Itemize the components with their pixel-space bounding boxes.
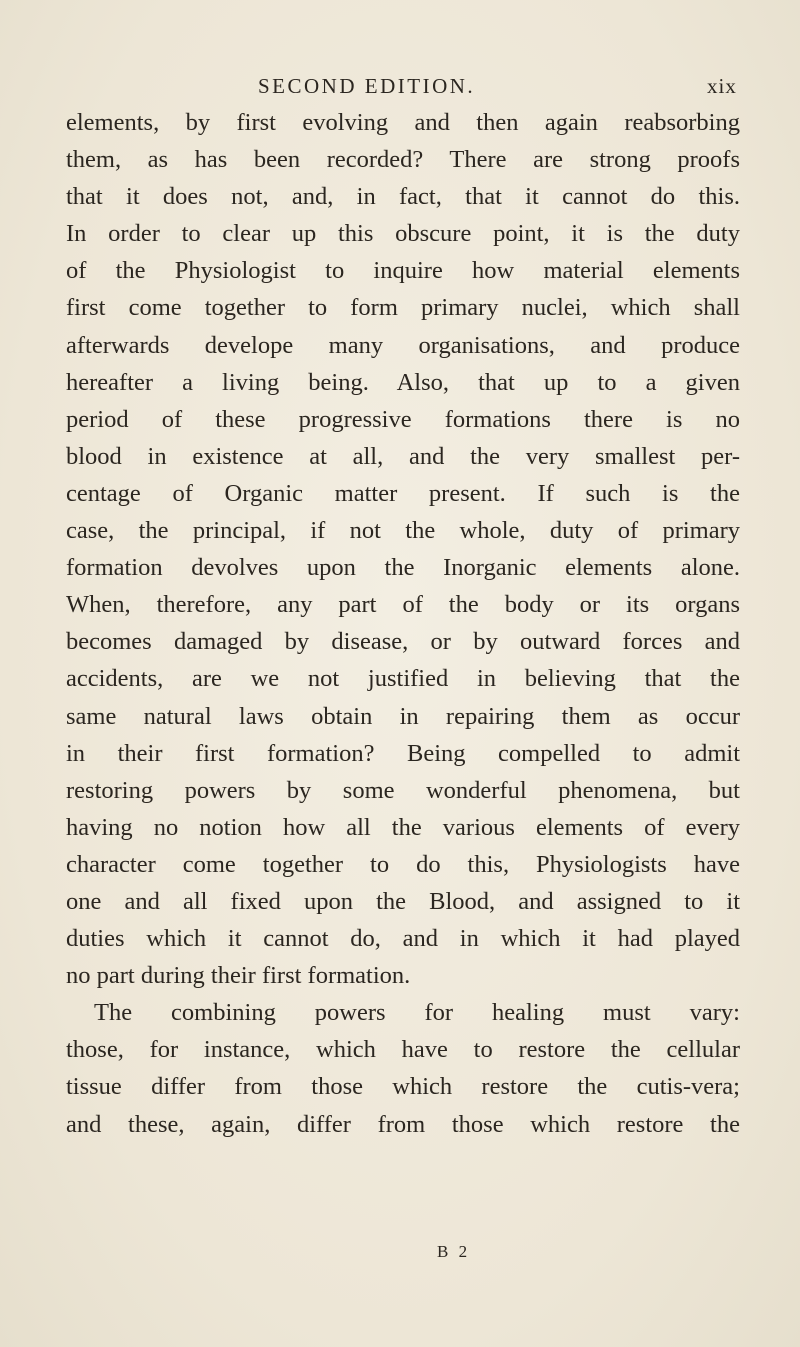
page-number: xix [707,74,737,98]
text-line: hereafter a living being. Also, that up to a given [66,368,740,396]
text-line: of the Physiologist to inquire how material elements [66,257,740,285]
text-line: blood in existence at all, and the very smallest per- [66,442,740,470]
text-line: one and all fixed upon the Blood, and assigned to it [66,887,740,915]
body-text [66,104,740,1143]
text-line: afterwards develope many organisations, and produce [66,331,740,359]
text-line: those, for instance, which have to restore the cellular [66,1036,740,1064]
text-line: The combining powers for healing must vary: [94,999,740,1027]
text-line: them, as has been recorded? There are strong proofs [66,146,740,174]
text-line: formation devolves upon the Inorganic elements alone. [66,554,740,582]
text-line: first come together to form primary nuclei, which shall [66,294,740,322]
text-line: becomes damaged by disease, or by outward forces and [66,628,740,656]
running-head [0,74,800,104]
signature-mark: B 2 [437,1242,471,1261]
text-line: When, therefore, any part of the body or its organs [66,591,740,619]
text-line: character come together to do this, Physiologists have [66,850,740,878]
text-line: no part during their first formation. [66,962,411,990]
text-line: restoring powers by some wonderful phenomena, but [66,776,740,804]
text-line: having no notion how all the various elements of every [66,813,740,841]
text-line: tissue differ from those which restore the cutis-vera; [66,1073,740,1101]
text-line: elements, by first evolving and then again reabsorbing [66,109,740,136]
text-line: and these, again, differ from those which restore the [66,1110,740,1138]
text-line: that it does not, and, in fact, that it cannot do this. [66,183,740,211]
running-head-title: SECOND EDITION. [258,74,476,98]
text-line: accidents, are we not justified in believing that the [66,665,740,693]
text-line: in their first formation? Being compelled to admit [66,739,740,767]
text-line: centage of Organic matter present. If such is the [66,479,740,507]
text-line: duties which it cannot do, and in which it had played [66,925,740,953]
text-line: period of these progressive formations there is no [66,405,740,433]
text-line: In order to clear up this obscure point, it is the duty [66,220,740,248]
text-line: same natural laws obtain in repairing them as occur [66,702,740,730]
text-line: case, the principal, if not the whole, duty of primary [66,517,740,545]
